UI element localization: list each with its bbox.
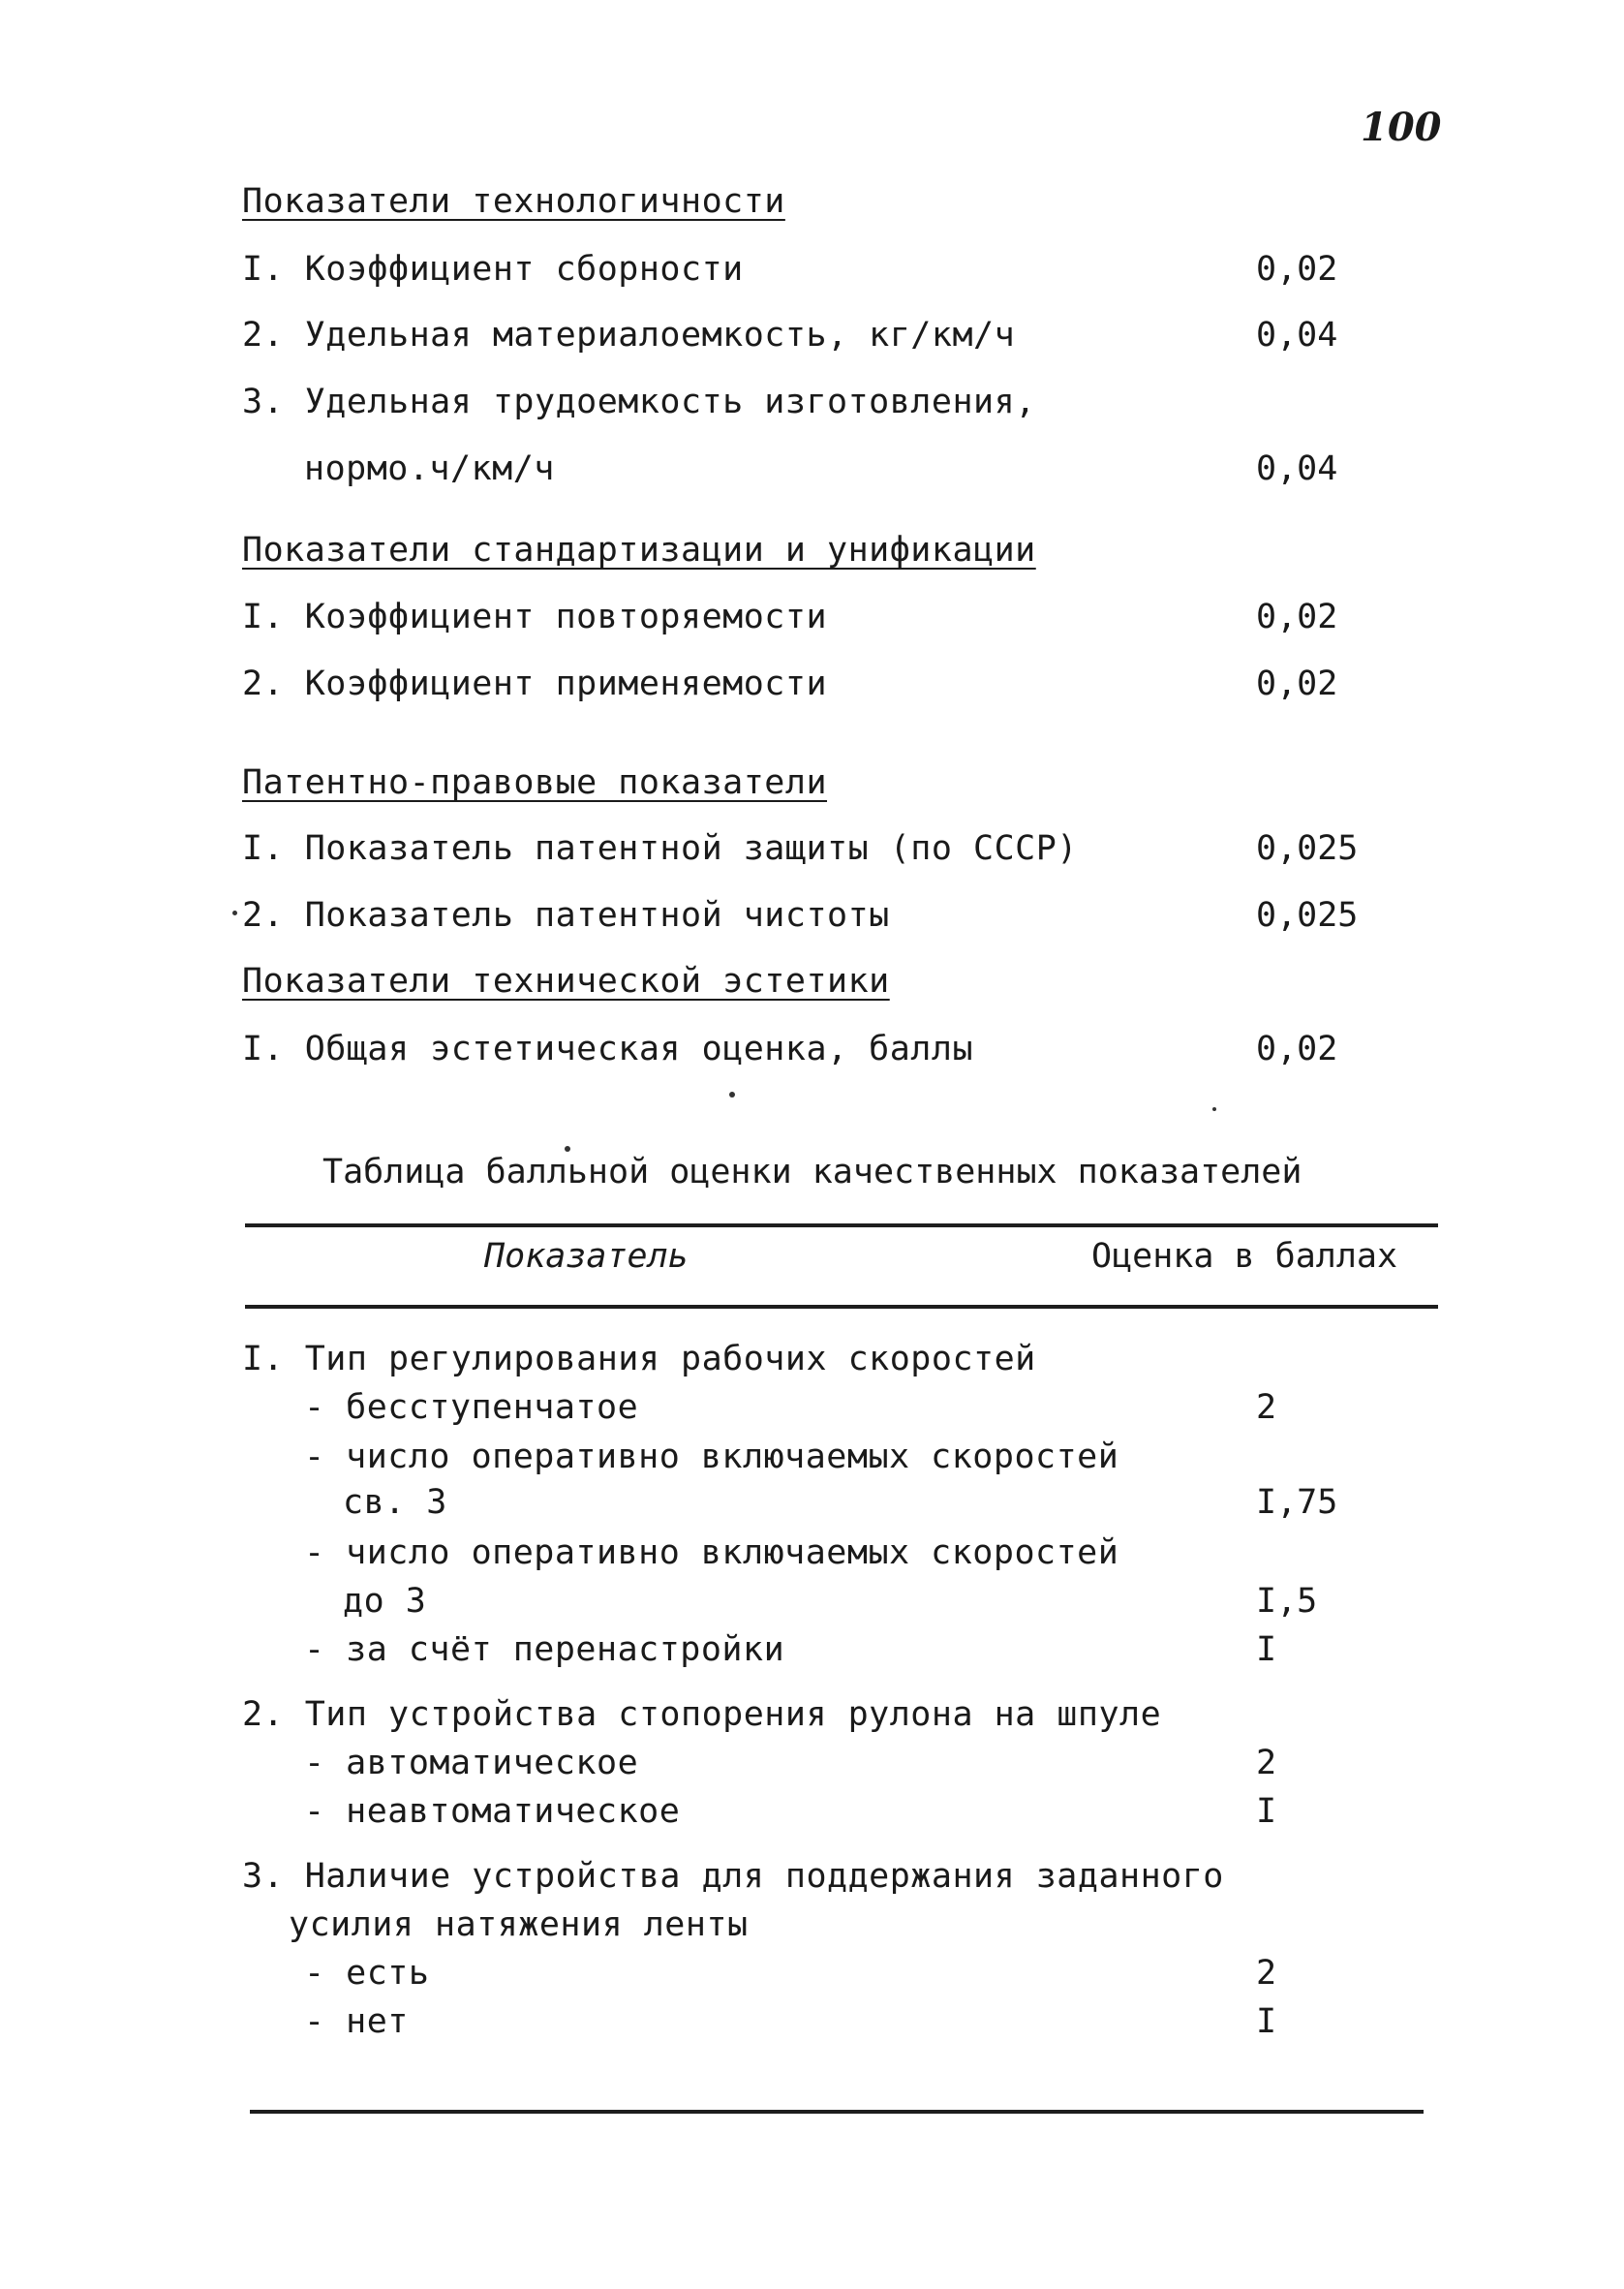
scan-speck [729,1092,735,1098]
indicator-value: 0,02 [1256,665,1338,703]
indicator-label: I. Показатель патентной защиты (по СССР) [242,829,1078,868]
table-score: I [1256,1630,1277,1669]
indicator-value: 0,02 [1256,598,1338,636]
table-group-title-continued: усилия натяжения ленты [289,1905,749,1944]
table-option: - есть [304,1954,430,1993]
indicator-label: I. Коэффициент повторяемости [242,598,828,636]
indicator-label: I. Коэффициент сборности [242,250,744,289]
table-option: - за счёт перенастройки [304,1630,785,1669]
scan-speck [565,1146,570,1152]
indicator-label: 2. Удельная материалоемкость, кг/км/ч [242,316,1016,355]
indicator-value: 0,02 [1256,250,1338,289]
table-option: - автоматическое [304,1744,639,1782]
indicator-label-continued: нормо.ч/км/ч [304,449,555,488]
indicator-value: 0,02 [1256,1030,1338,1068]
indicator-label: 2. Коэффициент применяемости [242,665,828,703]
section-heading-standardization: Показатели стандартизации и унификации [242,531,1036,570]
table-header-rule [245,1305,1438,1309]
indicator-label: 2. Показатель патентной чистоты [242,896,890,935]
scan-speck [232,911,237,915]
table-group-title: 2. Тип устройства стопорения рулона на шпуле [242,1695,1162,1734]
indicator-value: 0,04 [1256,449,1338,488]
table-score: I [1256,1792,1277,1831]
table-top-rule [245,1223,1438,1227]
table-option: - нет [304,2002,409,2041]
column-header-indicator: Показатель [484,1237,689,1276]
scan-speck [1212,1107,1216,1111]
section-heading-patent: Патентно-правовые показатели [242,763,828,802]
table-score: 2 [1256,1954,1277,1993]
indicator-value: 0,04 [1256,316,1338,355]
table-option: - число оперативно включаемых скоростей [304,1533,1119,1572]
table-option: - число оперативно включаемых скоростей [304,1438,1119,1476]
table-option: - бесступенчатое [304,1388,639,1427]
indicator-value: 0,025 [1256,829,1359,868]
indicator-value: 0,025 [1256,896,1359,935]
table-option: - неавтоматическое [304,1792,681,1831]
table-score: 2 [1256,1744,1277,1782]
table-score: I,75 [1256,1483,1338,1522]
section-heading-technology: Показатели технологичности [242,182,785,221]
page-number: 100 [1361,105,1442,150]
table-score: I [1256,2002,1277,2041]
indicator-label: 3. Удельная трудоемкость изготовления, [242,383,1036,421]
table-score: 2 [1256,1388,1277,1427]
column-header-score: Оценка в баллах [1091,1237,1398,1276]
section-heading-aesthetics: Показатели технической эстетики [242,962,890,1001]
table-option-continued: до 3 [343,1582,427,1621]
table-group-title: 3. Наличие устройства для поддержания заданного [242,1857,1224,1896]
indicator-label: I. Общая эстетическая оценка, баллы [242,1030,974,1068]
table-bottom-rule [250,2110,1424,2114]
table-group-title: I. Тип регулирования рабочих скоростей [242,1340,1036,1378]
table-title: Таблица балльной оценки качественных показателей [322,1153,1302,1191]
table-score: I,5 [1256,1582,1318,1621]
table-option-continued: св. 3 [343,1483,447,1522]
